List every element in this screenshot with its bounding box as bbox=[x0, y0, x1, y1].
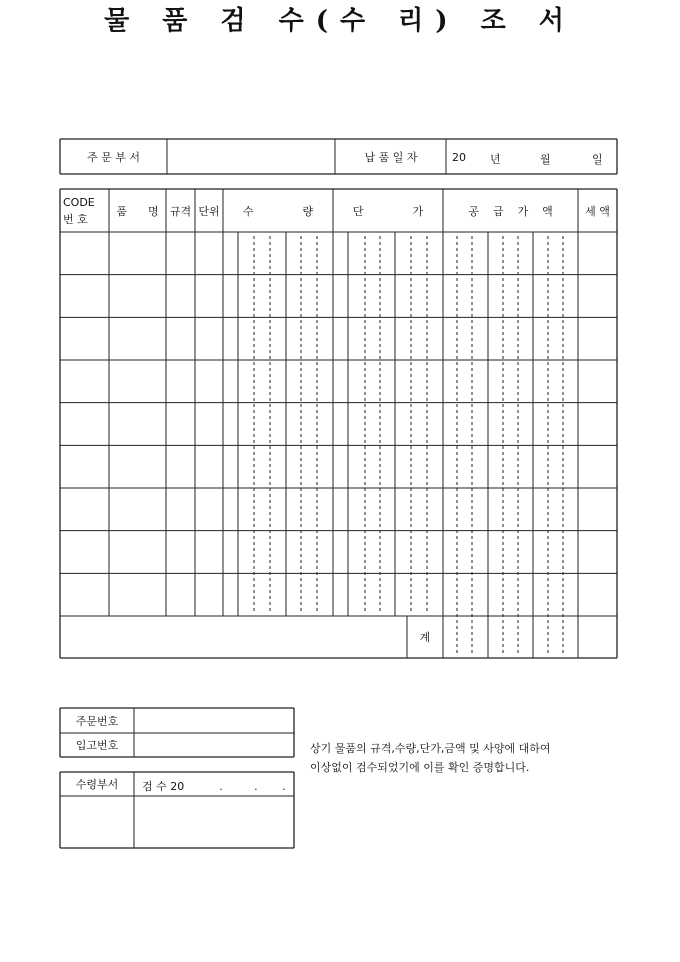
code-cell[interactable] bbox=[60, 488, 109, 531]
col-code bbox=[63, 194, 95, 228]
quantity-cell[interactable] bbox=[223, 403, 333, 446]
quantity-cell[interactable] bbox=[223, 360, 333, 403]
unit-price-cell[interactable] bbox=[333, 317, 443, 360]
receipt-no-label: 입고번호 bbox=[75, 739, 119, 752]
supply-amount-cell[interactable] bbox=[443, 317, 578, 360]
col-item-name: 품 명 bbox=[116, 204, 159, 218]
item-name-cell[interactable] bbox=[109, 531, 166, 574]
col-unit-price: 단 가 bbox=[352, 204, 424, 218]
code-cell[interactable] bbox=[60, 232, 109, 275]
order-dept-label: 주 문 부 서 bbox=[87, 150, 140, 164]
supply-amount-cell[interactable] bbox=[443, 488, 578, 531]
receiving-dept-label: 수령부서 bbox=[75, 778, 119, 791]
supply-amount-cell[interactable] bbox=[443, 232, 578, 275]
order-dept-field[interactable] bbox=[168, 139, 335, 174]
quantity-cell[interactable] bbox=[223, 488, 333, 531]
receipt-no-field[interactable] bbox=[135, 733, 294, 757]
code-cell[interactable] bbox=[60, 445, 109, 488]
tax-cell[interactable] bbox=[578, 488, 617, 531]
unit-cell[interactable] bbox=[195, 317, 223, 360]
supply-amount-cell[interactable] bbox=[443, 531, 578, 574]
col-tax: 세 액 bbox=[585, 204, 610, 218]
unit-price-cell[interactable] bbox=[333, 488, 443, 531]
inspection-date: 검 수 20 . . . bbox=[142, 780, 286, 793]
document-title: 물 품 검 수(수 리) 조 서 bbox=[104, 6, 576, 36]
delivery-year[interactable]: 20 bbox=[452, 151, 466, 164]
item-name-cell[interactable] bbox=[109, 317, 166, 360]
tax-cell[interactable] bbox=[578, 531, 617, 574]
unit-cell[interactable] bbox=[195, 403, 223, 446]
tax-cell[interactable] bbox=[578, 317, 617, 360]
quantity-cell[interactable] bbox=[223, 232, 333, 275]
statement-line1: 상기 물품의 규격,수량,단가,금액 및 사양에 대하여 bbox=[310, 742, 551, 755]
spec-cell[interactable] bbox=[166, 573, 195, 616]
tax-cell[interactable] bbox=[578, 573, 617, 616]
col-code-line1: CODE bbox=[63, 196, 95, 209]
delivery-date-label: 납 품 일 자 bbox=[364, 150, 418, 164]
supply-amount-cell[interactable] bbox=[443, 445, 578, 488]
tax-cell[interactable] bbox=[578, 445, 617, 488]
supply-amount-cell[interactable] bbox=[443, 573, 578, 616]
unit-cell[interactable] bbox=[195, 232, 223, 275]
total-label: 계 bbox=[419, 631, 431, 644]
supply-amount-cell[interactable] bbox=[443, 360, 578, 403]
tax-cell[interactable] bbox=[578, 275, 617, 318]
col-quantity: 수 량 bbox=[242, 204, 314, 218]
spec-cell[interactable] bbox=[166, 317, 195, 360]
col-unit: 단위 bbox=[198, 204, 220, 218]
quantity-cell[interactable] bbox=[223, 275, 333, 318]
col-spec: 규격 bbox=[169, 204, 192, 218]
spec-cell[interactable] bbox=[166, 232, 195, 275]
supply-amount-cell[interactable] bbox=[443, 275, 578, 318]
unit-price-cell[interactable] bbox=[333, 445, 443, 488]
code-cell[interactable] bbox=[60, 317, 109, 360]
supply-amount-cell[interactable] bbox=[443, 403, 578, 446]
item-name-cell[interactable] bbox=[109, 573, 166, 616]
spec-cell[interactable] bbox=[166, 531, 195, 574]
item-name-cell[interactable] bbox=[109, 403, 166, 446]
order-no-field[interactable] bbox=[135, 708, 294, 733]
unit-cell[interactable] bbox=[195, 360, 223, 403]
code-cell[interactable] bbox=[60, 360, 109, 403]
spec-cell[interactable] bbox=[166, 488, 195, 531]
quantity-cell[interactable] bbox=[223, 531, 333, 574]
unit-cell[interactable] bbox=[195, 573, 223, 616]
item-name-cell[interactable] bbox=[109, 445, 166, 488]
code-cell[interactable] bbox=[60, 531, 109, 574]
col-code-line2: 번 호 bbox=[63, 213, 88, 226]
spec-cell[interactable] bbox=[166, 403, 195, 446]
unit-cell[interactable] bbox=[195, 445, 223, 488]
quantity-cell[interactable] bbox=[223, 573, 333, 616]
quantity-cell[interactable] bbox=[223, 317, 333, 360]
unit-price-cell[interactable] bbox=[333, 573, 443, 616]
spec-cell[interactable] bbox=[166, 360, 195, 403]
item-name-cell[interactable] bbox=[109, 275, 166, 318]
item-name-cell[interactable] bbox=[109, 232, 166, 275]
code-cell[interactable] bbox=[60, 403, 109, 446]
spec-cell[interactable] bbox=[166, 275, 195, 318]
unit-price-cell[interactable] bbox=[333, 531, 443, 574]
unit-price-cell[interactable] bbox=[333, 275, 443, 318]
spec-cell[interactable] bbox=[166, 445, 195, 488]
year-unit: 년 bbox=[490, 153, 501, 166]
unit-price-cell[interactable] bbox=[333, 403, 443, 446]
quantity-cell[interactable] bbox=[223, 445, 333, 488]
tax-cell[interactable] bbox=[578, 360, 617, 403]
unit-cell[interactable] bbox=[195, 531, 223, 574]
unit-price-cell[interactable] bbox=[333, 232, 443, 275]
unit-cell[interactable] bbox=[195, 275, 223, 318]
code-cell[interactable] bbox=[60, 275, 109, 318]
col-supply-amount: 공 급 가 액 bbox=[468, 204, 553, 218]
order-no-label: 주문번호 bbox=[75, 714, 119, 728]
code-cell[interactable] bbox=[60, 573, 109, 616]
tax-cell[interactable] bbox=[578, 403, 617, 446]
statement-line2: 이상없이 검수되었기에 이를 확인 증명합니다. bbox=[310, 761, 530, 774]
tax-cell[interactable] bbox=[578, 232, 617, 275]
signature-field[interactable] bbox=[135, 797, 294, 848]
unit-price-cell[interactable] bbox=[333, 360, 443, 403]
day-unit: 일 bbox=[592, 153, 603, 166]
month-unit: 월 bbox=[540, 153, 551, 166]
item-name-cell[interactable] bbox=[109, 360, 166, 403]
item-name-cell[interactable] bbox=[109, 488, 166, 531]
unit-cell[interactable] bbox=[195, 488, 223, 531]
